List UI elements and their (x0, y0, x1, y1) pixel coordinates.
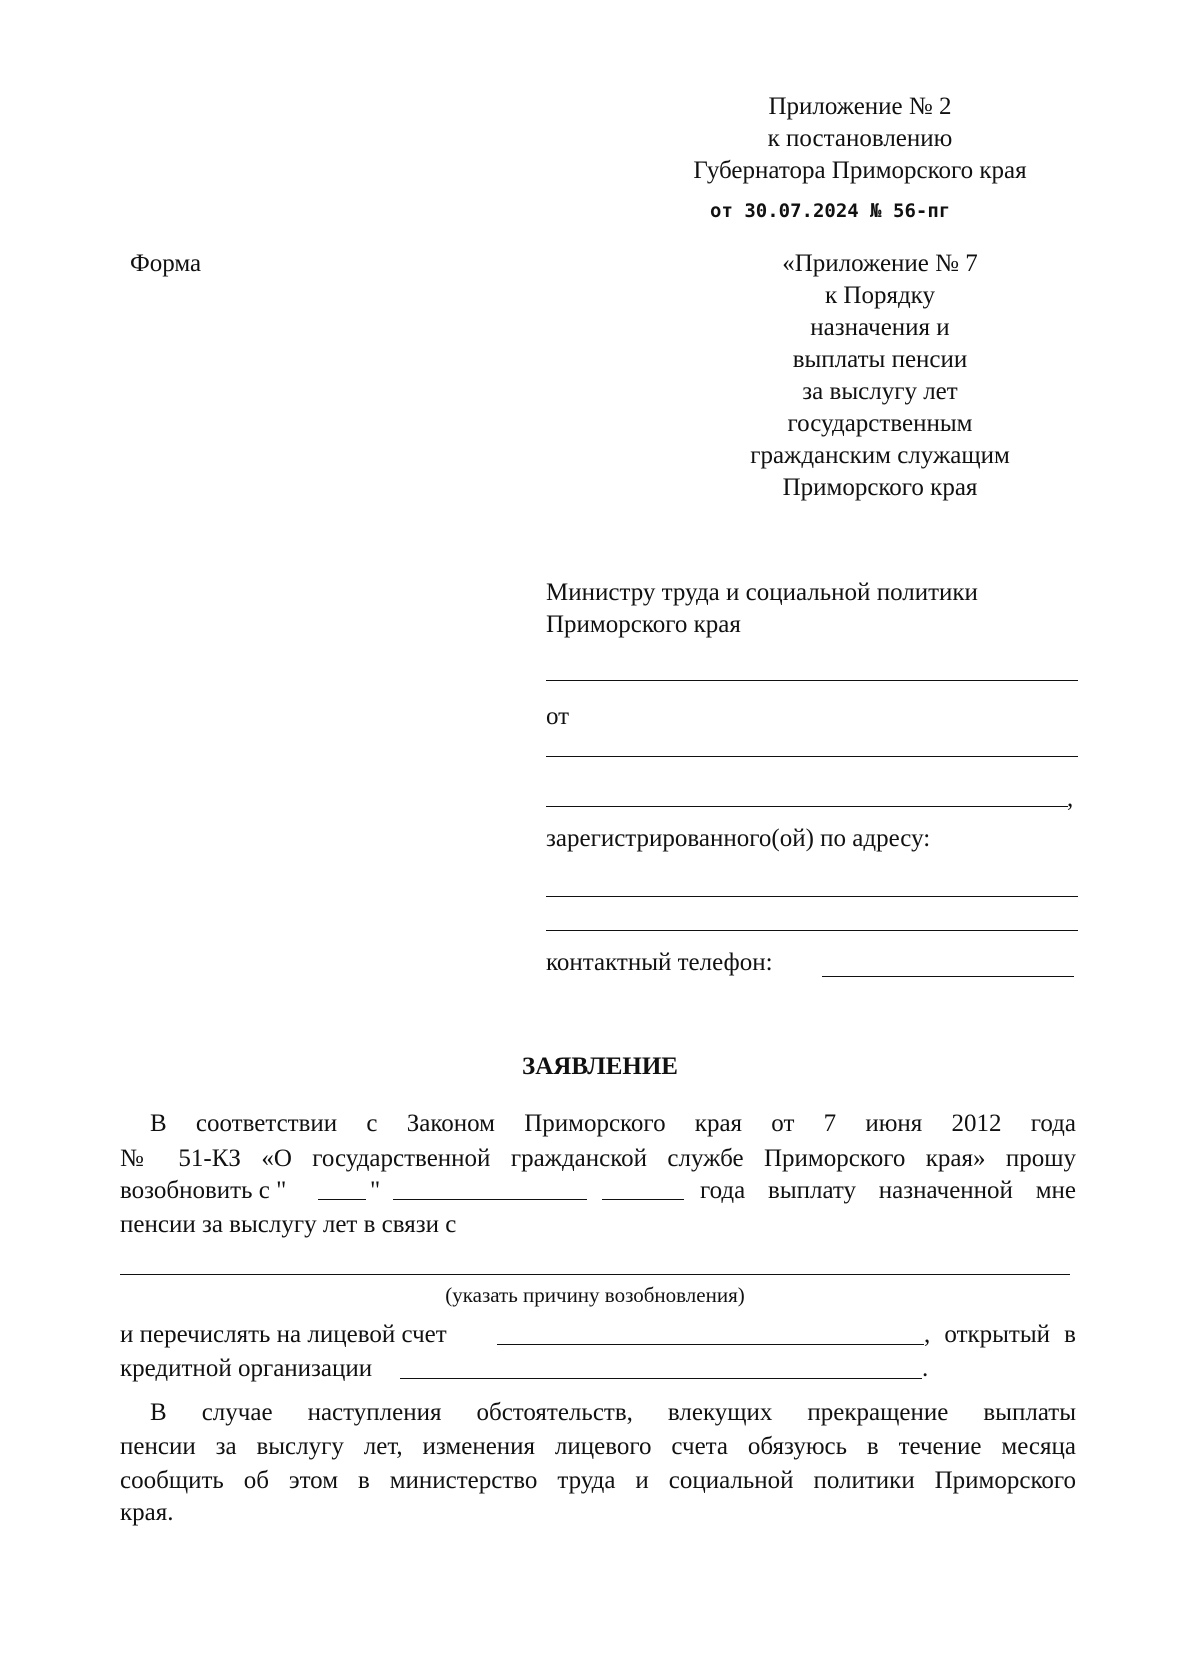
appendix7-line: «Приложение № 7 (782, 250, 978, 277)
appendix-number: Приложение № 2 (768, 93, 952, 120)
to-resolution: к постановлению (767, 125, 953, 152)
body-p2-line2-b: . (922, 1355, 929, 1382)
addressee-name-field[interactable] (546, 680, 1078, 681)
body-p3-line3: сообщить об этом в министерство труда и социальной политики Приморского (120, 1467, 1076, 1494)
body-p1-line3-c: года выплату назначенной мне (700, 1177, 1076, 1204)
addressee-line2: Приморского края (546, 611, 741, 638)
comma: , (1067, 785, 1074, 812)
address-field-2[interactable] (546, 930, 1078, 931)
registered-address-label: зарегистрированного(ой) по адресу: (546, 825, 931, 852)
body-p2-line1-a: и перечислять на лицевой счет (120, 1321, 447, 1348)
appendix7-line: гражданским служащим (750, 442, 1010, 469)
document-title: ЗАЯВЛЕНИЕ (522, 1053, 678, 1080)
body-p3-line2: пенсии за выслугу лет, изменения лицевого счета обязуюсь в течение месяца (120, 1433, 1076, 1460)
body-p1-line3-b: " (370, 1177, 381, 1204)
appendix7-line: государственным (787, 410, 973, 437)
reason-hint: (указать причину возобновления) (445, 1283, 745, 1307)
body-p1-line4: пенсии за выслугу лет в связи с (120, 1211, 457, 1238)
body-p1-line3-a: возобновить с " (120, 1177, 287, 1204)
appendix7-line: к Порядку (825, 282, 935, 309)
body-p2-line2-a: кредитной организации (120, 1355, 373, 1382)
applicant-name-field-2[interactable] (546, 806, 1068, 807)
appendix7-line: Приморского края (782, 474, 978, 501)
appendix7-line: за выслугу лет (802, 378, 958, 405)
day-field[interactable] (318, 1199, 366, 1200)
body-p1-line2: № 51-КЗ «О государственной гражданской службе Приморского края» прошу (120, 1145, 1076, 1172)
phone-field[interactable] (822, 976, 1074, 977)
addressee-line1: Министру труда и социальной политики (546, 579, 978, 606)
body-p1-line1: В соответствии с Законом Приморского края от 7 июня 2012 года (150, 1110, 1076, 1137)
body-p3-line1: В случае наступления обстоятельств, влекущих прекращение выплаты (150, 1399, 1076, 1426)
address-field-1[interactable] (546, 896, 1078, 897)
body-p3-line4: края. (120, 1499, 174, 1526)
appendix7-line: назначения и (810, 314, 950, 341)
from-label: от (546, 703, 570, 730)
governor-line: Губернатора Приморского края (693, 157, 1027, 184)
form-label: Форма (130, 250, 202, 277)
year-field[interactable] (602, 1199, 684, 1200)
applicant-name-field-1[interactable] (546, 756, 1078, 757)
credit-organization-field[interactable] (400, 1378, 922, 1379)
month-field[interactable] (393, 1199, 587, 1200)
account-field[interactable] (497, 1344, 924, 1345)
phone-label: контактный телефон: (546, 949, 773, 976)
body-p2-line1-b: , открытый в (924, 1321, 1076, 1348)
reason-field[interactable] (120, 1274, 1070, 1275)
appendix7-line: выплаты пенсии (792, 346, 968, 373)
resolution-date-number: от 30.07.2024 № 56-пг (710, 200, 951, 222)
